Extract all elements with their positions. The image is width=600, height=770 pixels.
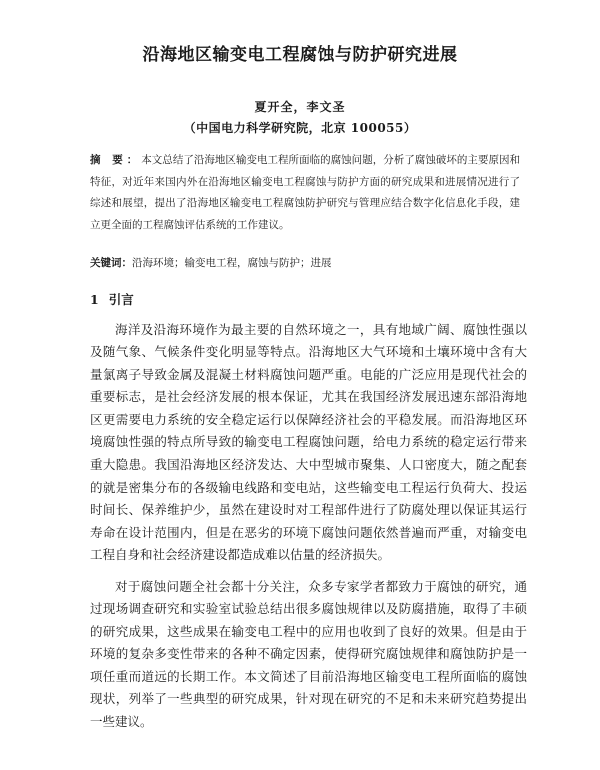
abstract-text: 本文总结了沿海地区输变电工程所面临的腐蚀问题，分析了腐蚀破坏的主要原因和特征，对近年来国内外在沿海地区输变电工程腐蚀与防护方面的研究成果和进展情况进行了综述和展望，提出了沿海地区输变电工程腐蚀防护研究与管理应结合数字化信息化手段，建立更全面的工程腐蚀评估系统的工作建议。 [90,154,521,231]
section-heading-introduction [90,290,134,308]
paper-title: 沿海地区输变电工程腐蚀与防护研究进展 [142,45,458,65]
keywords-label: 关键词： [90,257,132,269]
section-number: 1 [90,292,99,307]
body-paragraph-2: 对于腐蚀问题全社会都十分关注，众多专家学者都致力于腐蚀的研究，通过现场调查研究和实验室试验总结出很多腐蚀规律以及防腐措施，取得了丰硕的研究成果，这些成果在输变电工程中的应用也收到了良好的效果。但是由于环境的复杂多变性带来的各种不确定因素，使得研究腐蚀规律和腐蚀防护是一项任重而道远的长期工作。本文简述了目前沿海地区输变电工程所面临的腐蚀现状，列举了一些典型的研究成果，针对现在研究的不足和未来研究趋势提出一些建议。 [90,578,527,730]
section-title: 引言 [108,292,134,307]
body-paragraph-1: 海洋及沿海环境作为最主要的自然环境之一，具有地域广阔、腐蚀性强以及随气象、气候条件变化明显等特点。沿海地区大气环境和土壤环境中含有大量氯离子导致金属及混凝土材料腐蚀问题严重。电能的广泛应用是现代社会的重要标志，是社会经济发展的根本保证，尤其在我国经济发展迅速东部沿海地区更需要电力系统的安全稳定运行以保障经济社会的平稳发展。而沿海地区环境腐蚀性强的特点所导致的输变电工程腐蚀问题，给电力系统的稳定运行带来重大隐患。我国沿海地区经济发达、大中型城市聚集、人口密度大，随之配套的就是密集分布的各级输电线路和变电站，这些输变电工程运行负荷大、投运时间长、保养维护少，虽然在建设时对工程部件进行了防腐处理以保证其运行寿命在设计范围内，但是在恶劣的环境下腐蚀问题依然普遍而严重，对输变电工程自身和社会经济建设都造成难以估量的经济损失。 [90,321,527,563]
paper-affiliation: （中国电力科学研究院，北京 100055） [183,121,417,135]
paper-authors: 夏开全，李文圣 [254,100,346,114]
abstract-block [90,150,520,236]
keywords-block [90,255,520,271]
keywords-text: 沿海环境；输变电工程，腐蚀与防护；进展 [132,257,332,269]
abstract-label: 摘 要： [90,154,142,166]
